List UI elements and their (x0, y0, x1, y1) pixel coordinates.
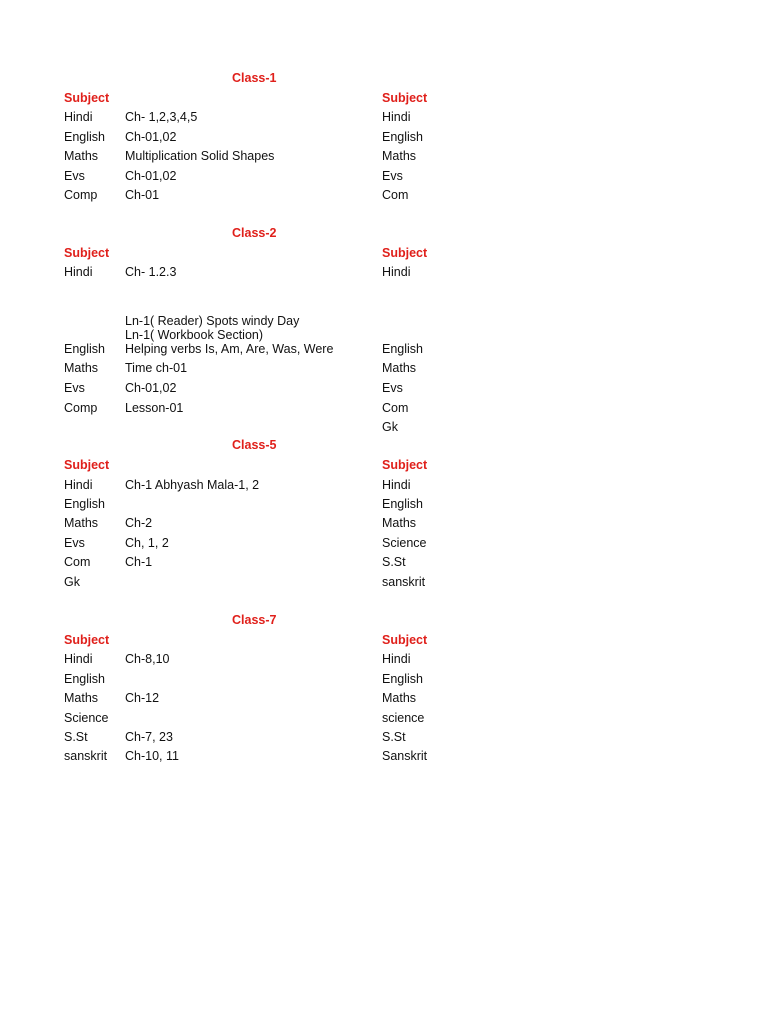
class-5-subject: Gk (64, 575, 80, 589)
class-5-subject: Com (64, 555, 91, 569)
class-7-subject: Maths (64, 691, 99, 705)
class-2-subject: Hindi (64, 265, 93, 279)
class-2-english-detail-line-2: Ln-1( Workbook Section) (125, 328, 264, 342)
class-5-subject: Hindi (64, 478, 93, 492)
class-7-detail: Ch-12 (125, 691, 160, 705)
class-1-right-subject: Evs (382, 169, 403, 183)
class-1-title: Class-1 (232, 71, 277, 85)
class-7-right-subject: Sanskrit (382, 749, 428, 763)
class-2-subject: Maths (64, 361, 99, 375)
class-1-right-subject: English (382, 130, 423, 144)
class-7-title: Class-7 (232, 613, 277, 627)
class-1-detail: Ch-01,02 (125, 130, 177, 144)
class-2-right-subject: Evs (382, 381, 403, 395)
class-5-right-subject: Science (382, 536, 427, 550)
class-2-right-subject: Hindi (382, 265, 411, 279)
class-5-right-subject: English (382, 497, 423, 511)
class-7-subject: Hindi (64, 652, 93, 666)
class-7-subject: sanskrit (64, 749, 108, 763)
class-1-detail: Ch-01 (125, 188, 160, 202)
class-5-right-subject: Maths (382, 516, 417, 530)
class-1-subject: Evs (64, 169, 85, 183)
class-1-subject: English (64, 130, 105, 144)
class-7-subject: English (64, 672, 105, 686)
class-2-subject: English (64, 342, 105, 356)
class-2-detail: Time ch-01 (125, 361, 188, 375)
class-2-detail: Lesson-01 (125, 401, 184, 415)
class-1-subject: Comp (64, 188, 98, 202)
class-7-subject: Science (64, 711, 109, 725)
class-5-subject: Evs (64, 536, 85, 550)
class-5-title: Class-5 (232, 438, 277, 452)
class-5-right-subject: S.St (382, 555, 406, 569)
class-7-right-subject: science (382, 711, 425, 725)
class-5-subject-header-left: Subject (64, 458, 110, 472)
class-5-subject-header-right: Subject (382, 458, 428, 472)
class-2-subject: Comp (64, 401, 98, 415)
class-5-subject: Maths (64, 516, 99, 530)
class-7-right-subject: S.St (382, 730, 406, 744)
class-1-subject-header-right: Subject (382, 91, 428, 105)
class-2-right-subject: English (382, 342, 423, 356)
class-7-detail: Ch-7, 23 (125, 730, 173, 744)
class-5-detail: Ch-1 Abhyash Mala-1, 2 (125, 478, 260, 492)
class-5-detail: Ch-1 (125, 555, 153, 569)
class-2-right-subject: Com (382, 401, 409, 415)
class-1-subject: Hindi (64, 110, 93, 124)
class-2-subject-header-left: Subject (64, 246, 110, 260)
class-2-english-detail-line-1: Ln-1( Reader) Spots windy Day (125, 314, 300, 328)
class-1-subject-header-left: Subject (64, 91, 110, 105)
class-2-right-subject: Maths (382, 361, 417, 375)
class-1-right-subject: Maths (382, 149, 417, 163)
class-1-right-subject: Hindi (382, 110, 411, 124)
class-1-right-subject: Com (382, 188, 409, 202)
class-5-subject: English (64, 497, 105, 511)
class-7-detail: Ch-8,10 (125, 652, 170, 666)
class-7-subject: S.St (64, 730, 88, 744)
class-7-right-subject: English (382, 672, 423, 686)
class-7-right-subject: Hindi (382, 652, 411, 666)
class-1-detail: Ch-01,02 (125, 169, 177, 183)
class-2-subject-header-right: Subject (382, 246, 428, 260)
class-5-detail: Ch, 1, 2 (125, 536, 169, 550)
class-2-subject: Evs (64, 381, 85, 395)
class-7-subject-header-right: Subject (382, 633, 428, 647)
class-2-right-subject: Gk (382, 420, 398, 434)
class-5-right-subject: Hindi (382, 478, 411, 492)
class-1-subject: Maths (64, 149, 99, 163)
class-2-detail: Ch- 1.2.3 (125, 265, 177, 279)
class-7-subject-header-left: Subject (64, 633, 110, 647)
class-5-detail: Ch-2 (125, 516, 153, 530)
class-2-english-detail-line-3: Helping verbs Is, Am, Are, Was, Were (125, 342, 334, 356)
class-1-detail: Ch- 1,2,3,4,5 (125, 110, 198, 124)
class-5-right-subject: sanskrit (382, 575, 426, 589)
class-7-detail: Ch-10, 11 (125, 749, 179, 763)
class-2-title: Class-2 (232, 226, 277, 240)
class-7-right-subject: Maths (382, 691, 417, 705)
class-1-detail: Multiplication Solid Shapes (125, 149, 275, 163)
class-2-detail: Ch-01,02 (125, 381, 177, 395)
